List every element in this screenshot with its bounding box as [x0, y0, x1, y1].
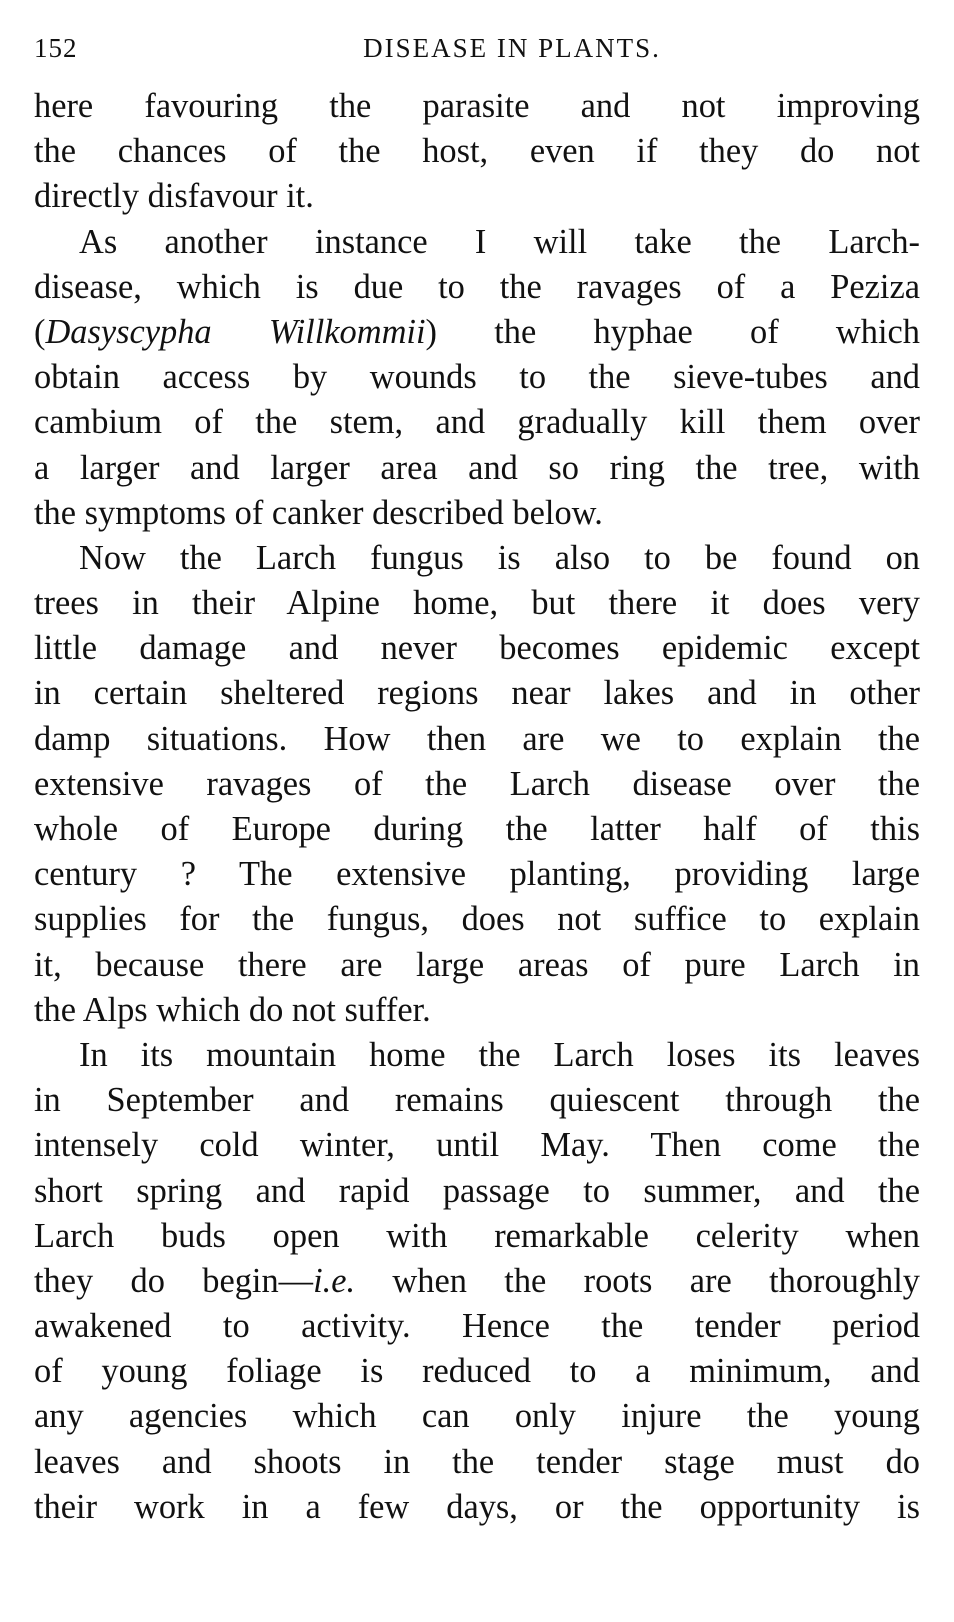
- text-line: [34, 491, 920, 536]
- text-segment: the symptoms of canker described below.: [34, 493, 603, 532]
- text-line: [34, 84, 920, 129]
- text-line: [34, 129, 920, 174]
- text-segment: their work in a few days, or the opportunity is: [34, 1487, 920, 1526]
- text-line: [34, 807, 920, 852]
- text-line: [34, 1440, 920, 1485]
- text-segment: directly disfavour it.: [34, 177, 314, 216]
- running-title: DISEASE IN PLANTS.: [363, 33, 661, 63]
- text-segment: damp situations. How then are we to explain the: [34, 719, 920, 758]
- text-line: [34, 1485, 920, 1530]
- body-text: [34, 84, 920, 1530]
- text-segment: Now the Larch fungus is also to be found on: [79, 538, 920, 577]
- text-segment: As another instance I will take the Larch-: [79, 222, 920, 261]
- text-line: [34, 446, 920, 491]
- text-line: [34, 400, 920, 445]
- text-segment: ) the hyphae of which: [425, 312, 920, 351]
- text-segment: short spring and rapid passage to summer, and the: [34, 1171, 920, 1210]
- text-segment: any agencies which can only injure the young: [34, 1397, 920, 1436]
- text-segment: leaves and shoots in the tender stage must do: [34, 1442, 920, 1481]
- text-line: [34, 355, 920, 400]
- text-segment: the chances of the host, even if they do not: [34, 132, 920, 171]
- text-segment: cambium of the stem, and gradually kill them over: [34, 403, 920, 442]
- text-segment: in September and remains quiescent through the: [34, 1081, 920, 1120]
- text-line: [34, 310, 920, 355]
- text-line: [34, 671, 920, 716]
- text-segment: the Alps which do not suffer.: [34, 990, 431, 1029]
- text-segment: whole of Europe during the latter half of this: [34, 810, 920, 848]
- running-head: [34, 28, 920, 68]
- text-segment: obtain access by wounds to the sieve-tubes and: [34, 358, 920, 397]
- text-line: [34, 581, 920, 626]
- text-line: [34, 1394, 920, 1439]
- text-segment: extensive ravages of the Larch disease over the: [34, 764, 920, 803]
- text-segment: (: [34, 312, 46, 351]
- text-line: [34, 1214, 920, 1259]
- text-segment: of young foliage is reduced to a minimum, and: [34, 1352, 920, 1391]
- text-line: [34, 1349, 920, 1394]
- text-segment: in certain sheltered regions near lakes and in other: [34, 674, 920, 713]
- text-line: [34, 717, 920, 762]
- text-line: [34, 988, 920, 1033]
- italic-text: i.e.: [313, 1261, 356, 1300]
- text-line: [34, 852, 920, 897]
- text-line: [34, 762, 920, 807]
- text-line: [34, 897, 920, 942]
- page-number: 152: [34, 33, 78, 63]
- text-line: [34, 536, 920, 581]
- text-line: [34, 220, 920, 265]
- text-line: [34, 265, 920, 310]
- text-line: [34, 174, 920, 219]
- text-segment: trees in their Alpine home, but there it does very: [34, 584, 920, 623]
- text-line: [34, 1078, 920, 1123]
- text-segment: here favouring the parasite and not improving: [34, 87, 920, 125]
- text-segment: century ? The extensive planting, providing large: [34, 855, 920, 894]
- book-page: [34, 28, 920, 1530]
- text-line: [34, 626, 920, 671]
- text-segment: disease, which is due to the ravages of a Peziza: [34, 267, 920, 306]
- text-line: [34, 1259, 920, 1304]
- text-segment: awakened to activity. Hence the tender period: [34, 1307, 920, 1346]
- text-segment: Larch buds open with remarkable celerity when: [34, 1216, 920, 1255]
- text-line: [34, 1033, 920, 1078]
- text-segment: they do begin—: [34, 1261, 314, 1300]
- text-segment: supplies for the fungus, does not suffice to explain: [34, 900, 920, 939]
- text-line: [34, 1123, 920, 1168]
- text-line: [34, 943, 920, 988]
- italic-text: Dasyscypha Willkommii: [45, 312, 426, 351]
- text-segment: when the roots are thoroughly: [355, 1261, 920, 1300]
- text-segment: a larger and larger area and so ring the tree, with: [34, 448, 920, 487]
- text-segment: little damage and never becomes epidemic except: [34, 629, 920, 668]
- text-line: [34, 1169, 920, 1214]
- text-segment: In its mountain home the Larch loses its leaves: [79, 1035, 920, 1074]
- text-segment: it, because there are large areas of pure Larch in: [34, 945, 920, 984]
- text-line: [34, 1304, 920, 1349]
- text-segment: intensely cold winter, until May. Then come the: [34, 1126, 920, 1165]
